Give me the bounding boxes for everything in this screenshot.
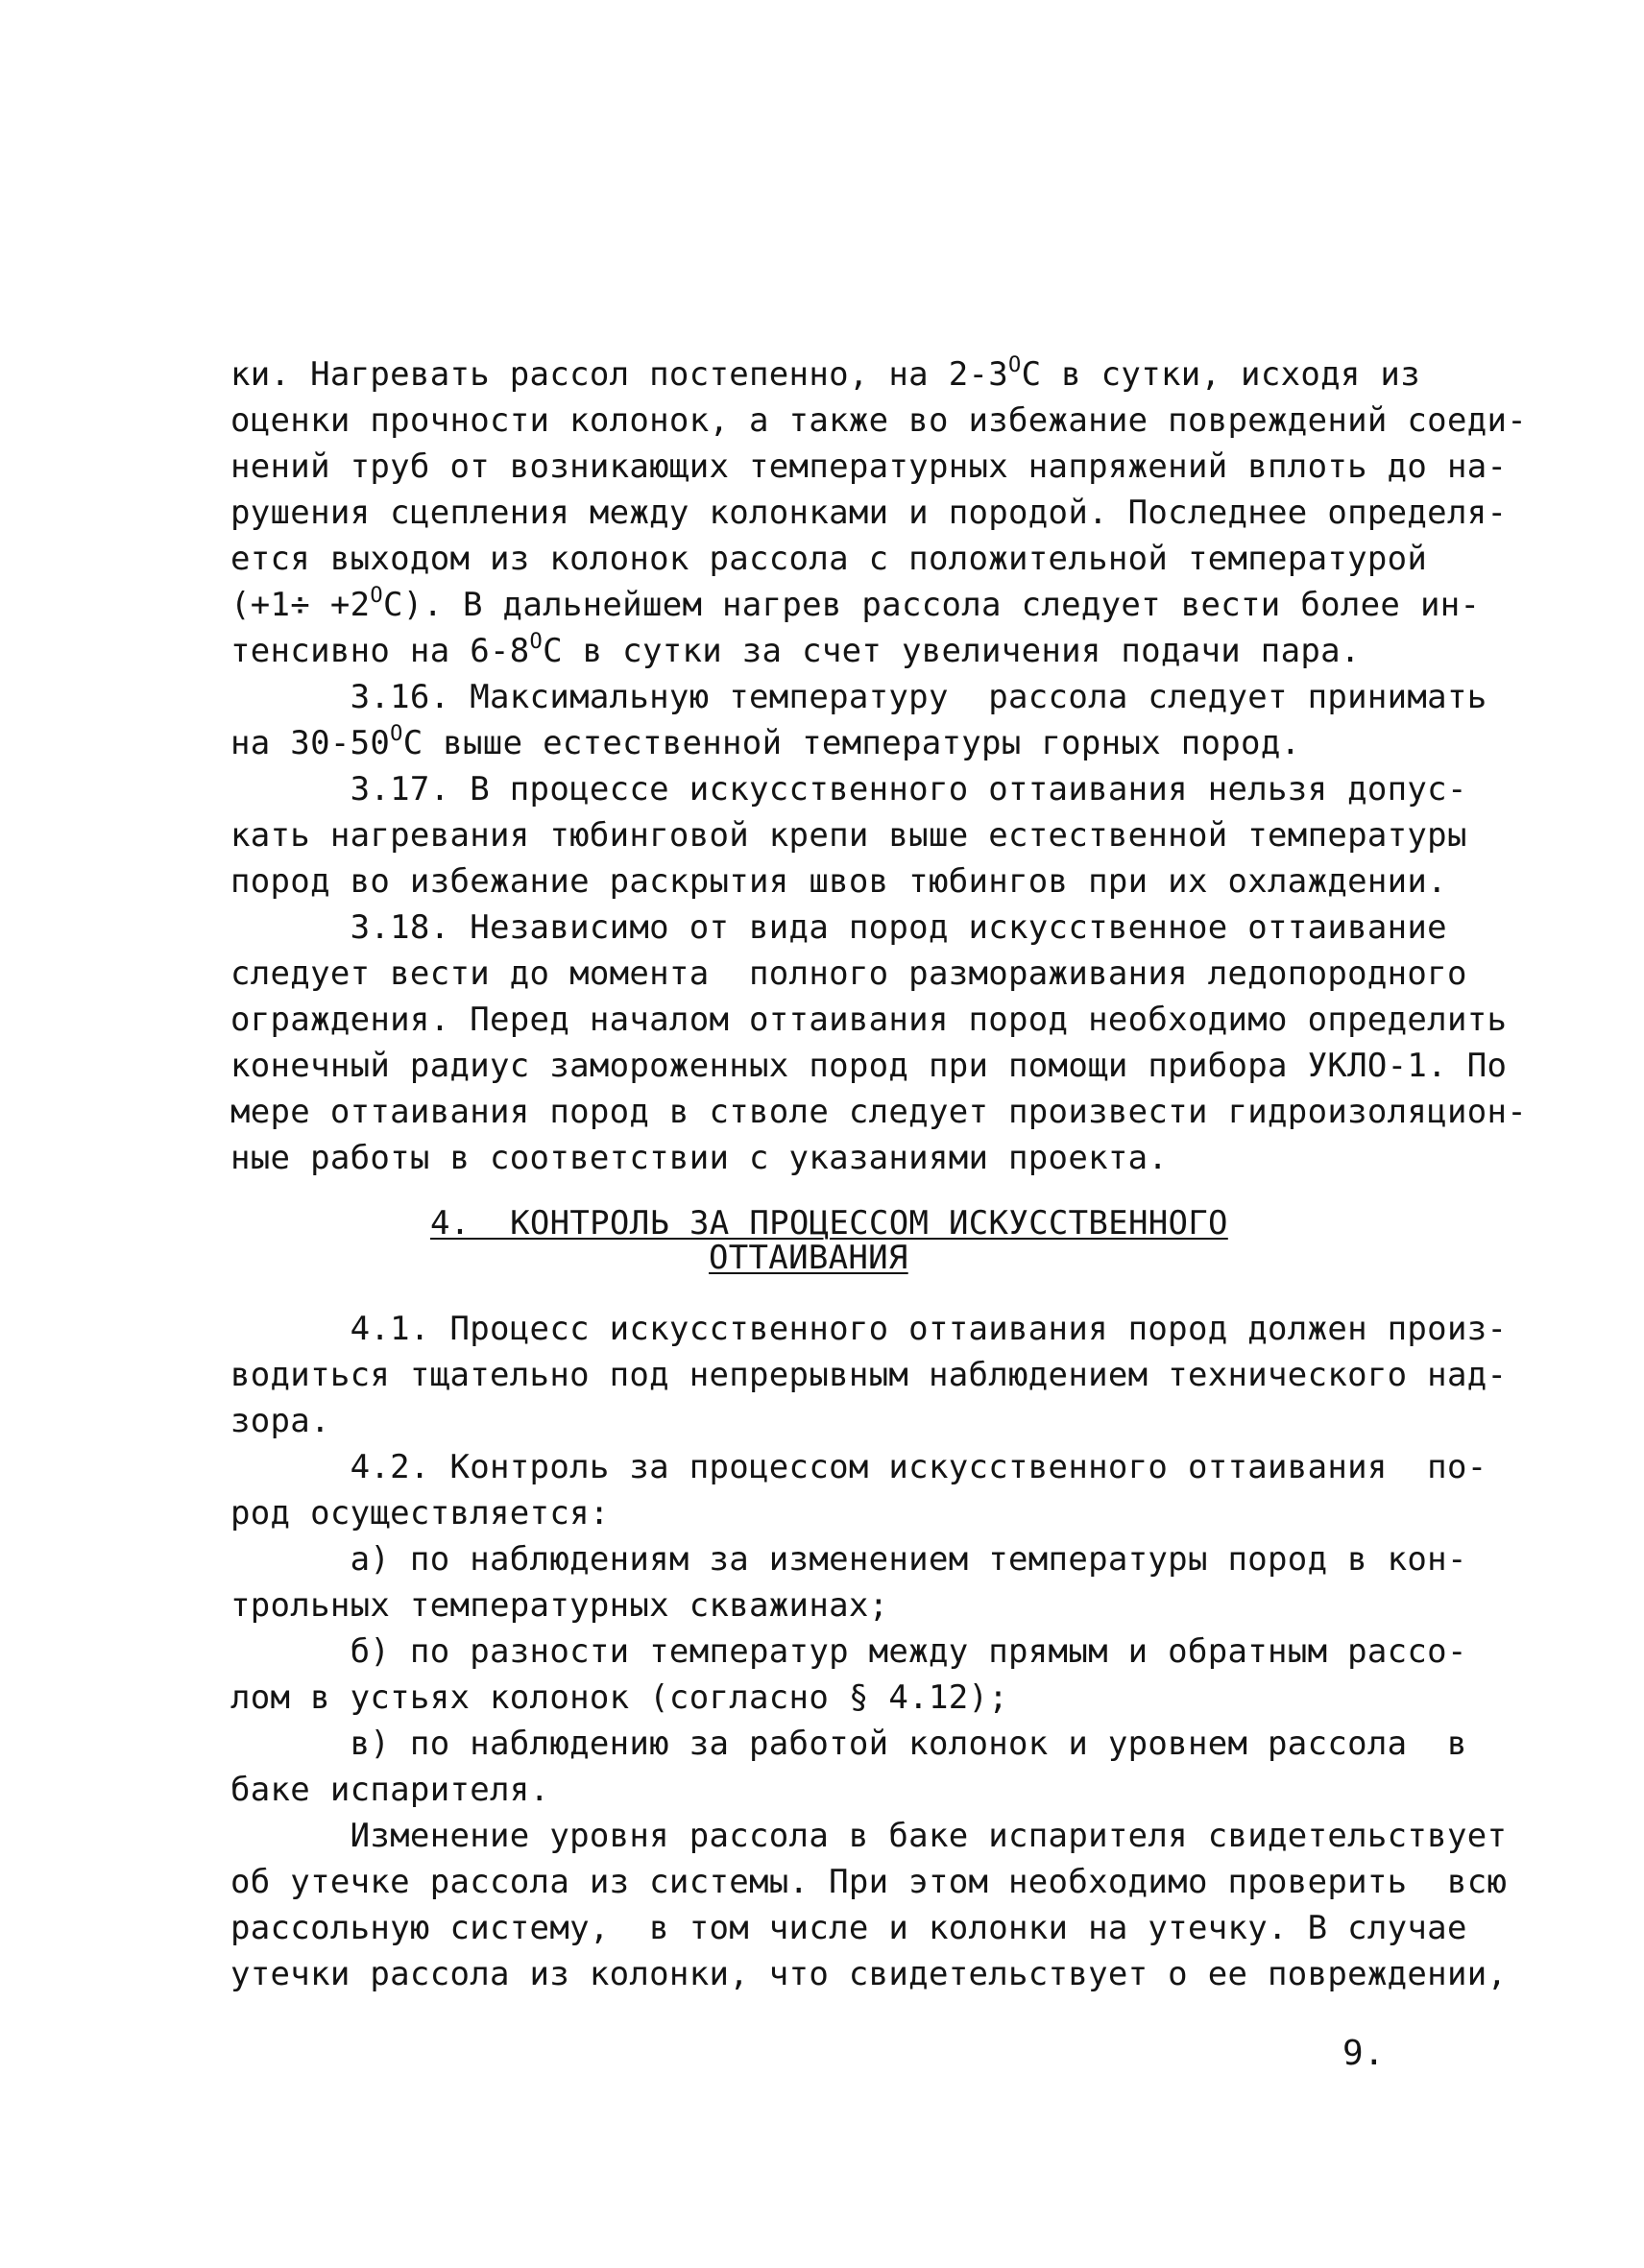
text-line: род осуществляется:	[230, 1494, 610, 1532]
section-heading-cont: ОТТАИВАНИЯ	[709, 1239, 908, 1277]
paragraph-level-change: Изменение уровня рассола в баке испарителя свидетельствует	[230, 1817, 1508, 1855]
paragraph-3-16: 3.16. Максимальную температуру рассола следует принимать	[230, 678, 1487, 716]
list-item-c: в) по наблюдению за работой колонок и уровнем рассола в	[230, 1725, 1467, 1763]
list-item-b: б) по разности температур между прямым и обратным рассо-	[230, 1632, 1467, 1671]
text-line: баке испарителя.	[230, 1771, 550, 1809]
text-line: ные работы в соответствии с указаниями проекта.	[230, 1139, 1169, 1177]
paragraph-3-18: 3.18. Независимо от вида пород искусственное оттаивание	[230, 908, 1447, 947]
section-heading: 4. КОНТРОЛЬ ЗА ПРОЦЕССОМ ИСКУССТВЕННОГО	[430, 1204, 1228, 1243]
paragraph-4-2: 4.2. Контроль за процессом искусственного оттаивания по-	[230, 1448, 1487, 1486]
text-line: на $30-50^ОС$ выше естественной температуры горных пород.	[230, 722, 1301, 762]
text-line: ограждения. Перед началом оттаивания пород необходимо определить	[230, 1001, 1508, 1039]
page-number: 9.	[1342, 2034, 1385, 2073]
text-line: конечный радиус замороженных пород при помощи прибора УКЛО-1. По	[230, 1047, 1508, 1085]
text-line: $(+1\div +2^ОС)$. В дальнейшем нагрев рассола следует вести более ин-	[230, 584, 1481, 624]
text-line: ки. Нагревать рассол постепенно, на $2-3^ОС$ в сутки, исходя из	[230, 353, 1420, 394]
text-line: оценки прочности колонок, а также во избежание повреждений соеди-	[230, 401, 1528, 440]
text-line: лом в устьях колонок (согласно § 4.12);	[230, 1678, 1009, 1717]
text-line: утечки рассола из колонки, что свидетельствует о ее повреждении,	[230, 1955, 1508, 1993]
text-line: зора.	[230, 1402, 330, 1440]
text-line: водиться тщательно под непрерывным наблюдением технического над-	[230, 1356, 1508, 1394]
text-line: пород во избежание раскрытия швов тюбингов при их охлаждении.	[230, 862, 1447, 901]
text-line: мере оттаивания пород в стволе следует произвести гидроизоляцион-	[230, 1093, 1528, 1131]
text-line: об утечке рассола из системы. При этом необходимо проверить всю	[230, 1863, 1508, 1901]
text-line: следует вести до момента полного размораживания ледопородного	[230, 954, 1467, 993]
list-item-a: а) по наблюдениям за изменением температуры пород в кон-	[230, 1540, 1467, 1579]
text-line: рушения сцепления между колонками и породой. Последнее определя-	[230, 494, 1508, 532]
text-line: трольных температурных скважинах;	[230, 1586, 889, 1625]
text-line: нений труб от возникающих температурных напряжений вплоть до на-	[230, 447, 1508, 486]
paragraph-4-1: 4.1. Процесс искусственного оттаивания пород должен произ-	[230, 1310, 1508, 1348]
paragraph-3-17: 3.17. В процессе искусственного оттаивания нельзя допус-	[230, 770, 1467, 808]
text-line: рассольную систему, в том числе и колонки на утечку. В случае	[230, 1909, 1467, 1947]
text-line: тенсивно на $6-8^ОС$ в сутки за счет увеличения подачи пара.	[230, 630, 1361, 670]
text-line: ется выходом из колонок рассола с положительной температурой	[230, 540, 1428, 578]
text-line: кать нагревания тюбинговой крепи выше естественной температуры	[230, 816, 1467, 855]
